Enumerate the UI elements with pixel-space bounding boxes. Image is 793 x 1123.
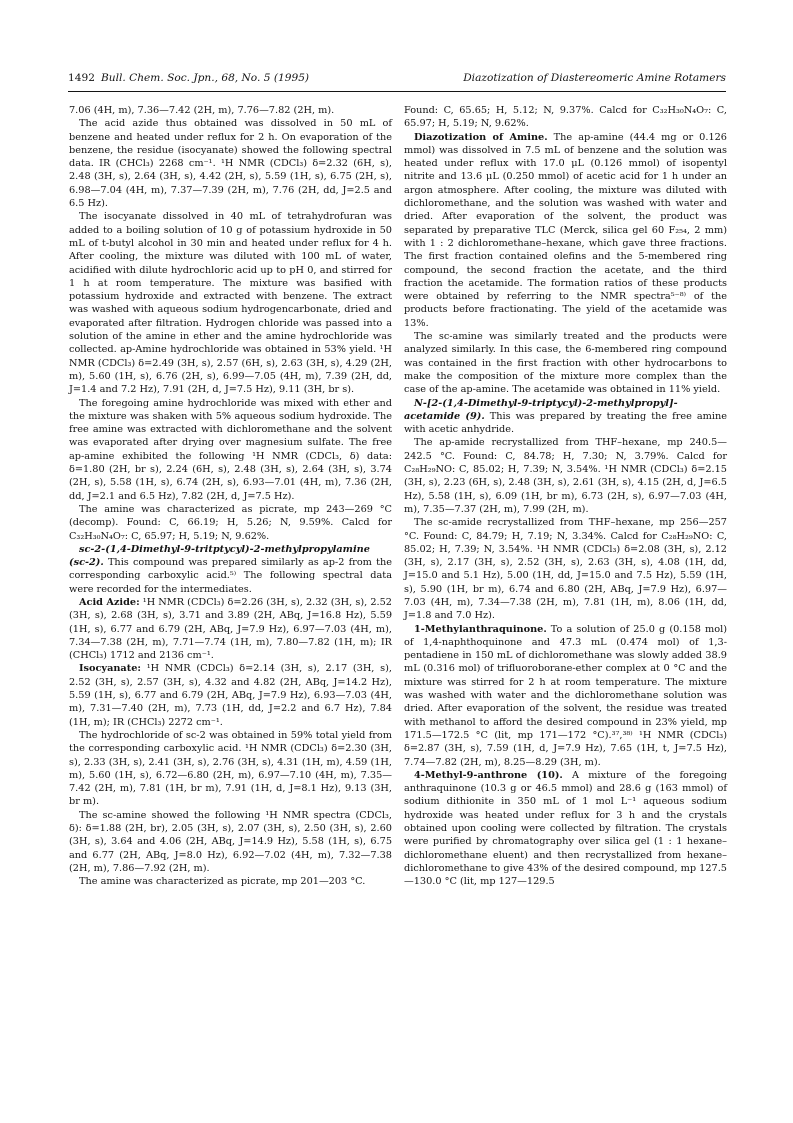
paragraph: 7.06 (4H, m), 7.36—7.42 (2H, m), 7.76—7.82 (2H, m). [69, 105, 335, 116]
paragraph: The hydrochloride of sc-2 was obtained in 59% total yield from the corresponding carboxylic acid. ¹H NMR (CDCl₃) δ=2.30 (3H, s), 2.33 (3H, s), 2.41 (3H, s), 2.76 (3H, s), 4.31 (1H, m), 4.59 (1H, m), 5.60 (1H, s), 6.72—6.80 (2H, m), 6.97—7.10 (4H, m), 7.35—7.42 (2H, m), 7.81 (1H, br m), 7.91 (1H, d, J=8.1 Hz), 9.13 (3H, br m). [69, 729, 392, 808]
paragraph: The sc-amine was similarly treated and the products were analyzed similarly. In this case, the 6-membered ring compound was contained in the first fraction with other hydrocarbons to make the composition of the mixture more complex than the case of the ap-amine. The acetamide was obtained in 11% yield. [404, 331, 727, 396]
section-heading: Diazotization of Amine. [414, 131, 548, 143]
paragraph: The amine was characterized as picrate, mp 243—269 °C (decomp). Found: C, 66.19; H, 5.26; N, 9.59%. Calcd for C₃₂H₃₀N₄O₇: C, 65.97; H, 5.19; N, 9.62%. [69, 503, 392, 542]
section-heading: Acid Azide: [79, 596, 140, 608]
paragraph: Found: C, 65.65; H, 5.12; N, 9.37%. Calcd for C₃₂H₃₀N₄O₇: C, 65.97; H, 5.19; N, 9.62%. [404, 105, 727, 130]
right-column [404, 104, 727, 889]
paragraph: The ap-amide recrystallized from THF–hexane, mp 240.5—242.5 °C. Found: C, 84.78; H, 7.30; N, 3.79%. Calcd for C₂₈H₂₉NO: C, 85.02; H, 7.39; N, 3.54%. ¹H NMR (CDCl₃) δ=2.15 (3H, s), 2.23 (6H, s), 2.48 (3H, s), 2.61 (3H, s), 4.15 (2H, d, J=6.5 Hz), 5.58 (1H, s), 6.09 (1H, br m), 6.73 (2H, s), 6.97—7.03 (4H, m), 7.35—7.37 (2H, m), 7.99 (2H, m). [404, 437, 727, 515]
section-heading: Isocyanate: [79, 663, 141, 675]
running-title: Diazotization of Diastereomeric Amine Rotamers [463, 72, 726, 84]
section-paragraph [404, 769, 727, 889]
paragraph: The amine was characterized as picrate, mp 201—203 °C. [79, 876, 366, 888]
section-body: To a solution of 25.0 g (0.158 mol) of 1,4-naphthoquinone and 47.3 mL (0.474 mol) of 1,3-pentadiene in 150 mL of dichloromethane was slowly added 38.9 mL (0.316 mol) of trifluoroborane-ether complex at 0 °C and the mixture was stirred for 2 h at room temperature. The mixture was washed with water and the dichloromethane solution was dried. After evaporation of the solvent, the residue was treated with methanol to afford the desired compound in 23% yield, mp 171.5—172.5 °C (lit, mp 171—172 °C).³⁷,³⁸⁾ ¹H NMR (CDCl₃) δ=2.87 (3H, s), 7.59 (1H, d, J=7.9 Hz), 7.65 (1H, t, J=7.5 Hz), 7.74—7.82 (2H, m), 8.25—8.29 (3H, m). [404, 623, 727, 768]
section-paragraph [404, 397, 727, 437]
journal-citation: Bull. Chem. Soc. Jpn., 68, No. 5 (1995) [100, 72, 310, 84]
section-paragraph [404, 131, 727, 330]
paragraph: The acid azide thus obtained was dissolved in 50 mL of benzene and heated under reflux for 2 h. On evaporation of the benzene, the residue (isocyanate) showed the following spectral data. IR (CHCl₃) 2268 cm⁻¹. ¹H NMR (CDCl₃) δ=2.32 (6H, s), 2.48 (3H, s), 2.64 (3H, s), 4.42 (2H, s), 5.59 (1H, s), 6.75 (2H, s), 6.98—7.04 (4H, m), 7.37—7.39 (2H, m), 7.76 (2H, dd, J=2.5 and 6.5 Hz). [69, 118, 392, 210]
paragraph: The foregoing amine hydrochloride was mixed with ether and the mixture was shaken with 5% aqueous sodium hydroxide. The free amine was extracted with dichloromethane and the solvent was evaporated after drying over magnesium sulfate. The free ap-amine exhibited the following ¹H NMR (CDCl₃, δ) data: δ=1.80 (2H, br s), 2.24 (6H, s), 2.48 (3H, s), 2.64 (3H, s), 3.74 (2H, s), 5.58 (1H, s), 6.74 (2H, s), 6.93—7.01 (4H, m), 7.36 (2H, dd, J=2.1 and 6.5 Hz), 7.82 (2H, d, J=7.5 Hz). [69, 397, 392, 502]
section-body: ¹H NMR (CDCl₃) δ=2.14 (3H, s), 2.17 (3H, s), 2.52 (3H, s), 2.57 (3H, s), 4.32 and 4.82 (2H, ABq, J=14.2 Hz), 5.59 (1H, s), 6.77 and 6.79 (2H, ABq, J=7.9 Hz), 6.93—7.03 (4H, m), 7.31—7.40 (2H, m), 7.73 (1H, dd, J=2.2 and 6.7 Hz), 7.84 (1H, m); IR (CHCl₃) 2272 cm⁻¹. [69, 663, 392, 728]
section-heading: 4-Methyl-9-anthrone (10). [414, 769, 563, 781]
section-paragraph [69, 662, 392, 728]
paragraph: The isocyanate dissolved in 40 mL of tetrahydrofuran was added to a boiling solution of 10 g of potassium hydroxide in 50 mL of t-butyl alcohol in 30 min and heated under reflux for 4 h. After cooling, the mixture was diluted with 100 mL of water, acidified with dilute hydrochloric acid up to pH 0, and stirred for 1 h at room temperature. The mixture was basified with potassium hydroxide and extracted with benzene. The extract was washed with aqueous sodium hydrogencarbonate, dried and evaporated after filtration. Hydrogen chloride was passed into a solution of the amine in ether and the amine hydrochloride was collected. ap-Amine hydrochloride was obtained in 53% yield. ¹H NMR (CDCl₃) δ=2.49 (3H, s), 2.57 (6H, s), 2.63 (3H, s), 4.29 (2H, m), 5.60 (1H, s), 6.76 (2H, s), 6.99—7.05 (4H, m), 7.39 (2H, dd, J=1.4 and 7.2 Hz), 7.91 (2H, d, J=7.5 Hz), 9.11 (3H, br s). [69, 211, 392, 396]
paragraph: The sc-amide recrystallized from THF–hexane, mp 256—257 °C. Found: C, 84.79; H, 7.19; N, 3.34%. Calcd for C₂₈H₂₉NO: C, 85.02; H, 7.39; N, 3.54%. ¹H NMR (CDCl₃) δ=2.08 (3H, s), 2.12 (3H, s), 2.17 (3H, s), 2.52 (3H, s), 2.63 (3H, s), 4.08 (1H, dd, J=15.0 and 5.1 Hz), 5.00 (1H, dd, J=15.0 and 7.5 Hz), 5.59 (1H, s), 5.90 (1H, br m), 6.74 and 6.80 (2H, ABq, J=7.9 Hz), 6.97—7.03 (4H, m), 7.34—7.38 (2H, m), 7.81 (1H, m), 8.06 (1H, dd, J=1.8 and 7.0 Hz). [404, 517, 727, 622]
section-paragraph [404, 623, 727, 769]
section-body: The ap-amine (44.4 mg or 0.126 mmol) was dissolved in 7.5 mL of benzene and the solution was heated under reflux with 17.0 μL (0.126 mmol) of isopentyl nitrite and 13.6 μL (0.250 mmol) of acetic acid for 1 h under an argon atmosphere. After cooling, the mixture was diluted with dichloromethane, and the solution was washed with water and dried. After evaporation of the solvent, the product was separated by preparative TLC (Merck, silica gel 60 F₂₅₄, 2 mm) with 1 : 2 dichloromethane–hexane, which gave three fractions. The first fraction contained olefins and the 5-membered ring compound, the second fraction the acetate, and the third fraction the acetamide. The formation ratios of these products were obtained by referring to the NMR spectra⁵⁻⁸⁾ of the products before fractionating. The yield of the acetamide was 13%. [404, 131, 727, 329]
section-body: A mixture of the foregoing anthraquinone (10.3 g or 46.5 mmol) and 28.6 g (163 mmol) of sodium dithionite in 350 mL of 1 mol L⁻¹ aqueous sodium hydroxide was heated under reflux for 3 h and the crystals obtained upon cooling were collected by filtration. The crystals were purified by chromatography over silica gel (1 : 1 hexane–dichloromethane eluent) and then recrystallized from hexane–dichloromethane to give 43% of the desired compound, mp 127.5—130.0 °C (lit, mp 127—129.5 [404, 769, 727, 888]
left-column [69, 104, 392, 889]
running-header [68, 71, 726, 89]
header-rule [68, 91, 726, 92]
header-left [68, 71, 309, 85]
section-heading: 1-Methylanthraquinone. [414, 623, 547, 635]
section-paragraph [69, 543, 392, 596]
section-body: This compound was prepared similarly as ap-2 from the corresponding carboxylic acid.⁵⁾ The following spectral data were recorded for the intermediates. [69, 557, 392, 595]
paragraph: The sc-amine showed the following ¹H NMR spectra (CDCl₃, δ): δ=1.88 (2H, br), 2.05 (3H, s), 2.07 (3H, s), 2.50 (3H, s), 2.60 (3H, s), 3.64 and 4.06 (2H, ABq, J=14.9 Hz), 5.58 (1H, s), 6.75 and 6.77 (2H, ABq, J=8.0 Hz), 6.92—7.02 (4H, m), 7.32—7.38 (2H, m), 7.86—7.92 (2H, m). [69, 809, 392, 874]
page-number: 1492 [68, 72, 95, 84]
section-heading: N-[2-(1,4-Dimethyl-9-triptycyl)-2-methylpropyl]-acetamide (9). [404, 397, 678, 422]
section-body: This was prepared by treating the free amine with acetic anhydride. [404, 410, 727, 436]
section-paragraph [69, 596, 392, 662]
section-body: ¹H NMR (CDCl₃) δ=2.26 (3H, s), 2.32 (3H, s), 2.52 (3H, s), 2.68 (3H, s), 3.71 and 3.89 (2H, ABq, J=16.8 Hz), 5.59 (1H, s), 6.77 and 6.79 (2H, ABq, J=7.9 Hz), 6.97—7.03 (4H, m), 7.34—7.38 (2H, m), 7.71—7.74 (1H, m), 7.80—7.82 (1H, m); IR (CHCl₃) 1712 and 2136 cm⁻¹. [69, 596, 392, 662]
section-heading: sc-2-(1,4-Dimethyl-9-tritptycyl)-2-methylpropylamine (sc-2). [69, 543, 370, 569]
